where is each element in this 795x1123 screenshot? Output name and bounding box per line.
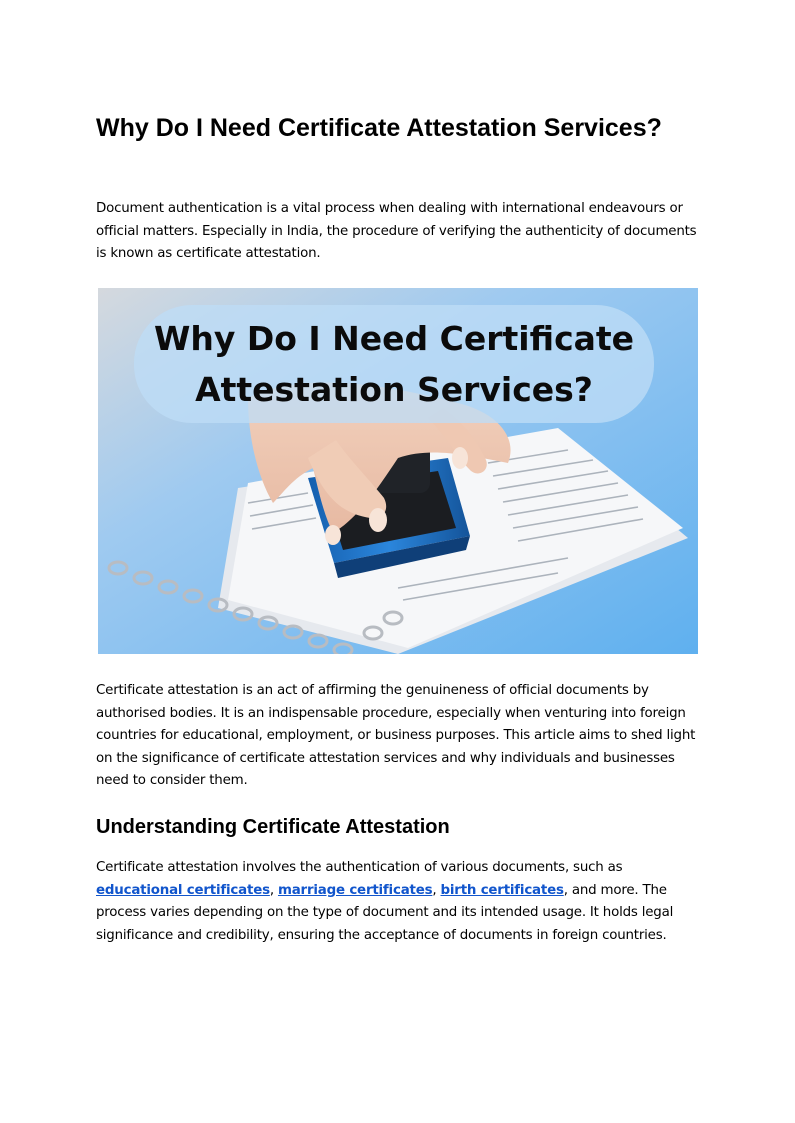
marriage-certificates-link[interactable]: marriage certificates [277, 882, 433, 898]
paragraph-3-text-end: , and more. The process varies depending on the type of document and its intended usage. It holds legal significance and credibility, ensuring the acceptance of documents in foreign countries. [96, 882, 674, 943]
paragraph-3-separator: , [269, 882, 278, 898]
page-title: Why Do I Need Certificate Attestation Services? [96, 114, 662, 142]
paragraph-3-separator: , [432, 882, 441, 898]
hero-title-overlay: Why Do I Need Certificate Attestation Services? [134, 305, 654, 423]
birth-certificates-link[interactable]: birth certificates [440, 882, 564, 898]
educational-certificates-link[interactable]: educational certificates [96, 882, 270, 898]
body-paragraph-3 [96, 857, 699, 947]
section-heading: Understanding Certificate Attestation [96, 816, 450, 838]
hero-image [98, 288, 698, 654]
paragraph-3-text-start: Certificate attestation involves the authentication of various documents, such as [96, 860, 623, 875]
body-paragraph-2: Certificate attestation is an act of affirming the genuineness of official documents by authorised bodies. It is an indispensable procedure, especially when venturing into foreign countries for educational, employment, or business purposes. This article aims to shed light on the significance of certificate attestation services and why individuals and businesses need to consider them. [96, 683, 696, 789]
intro-paragraph: Document authentication is a vital process when dealing with international endeavours or official matters. Especially in India, the procedure of verifying the authenticity of documents is known as certificate attestation. [96, 201, 697, 262]
